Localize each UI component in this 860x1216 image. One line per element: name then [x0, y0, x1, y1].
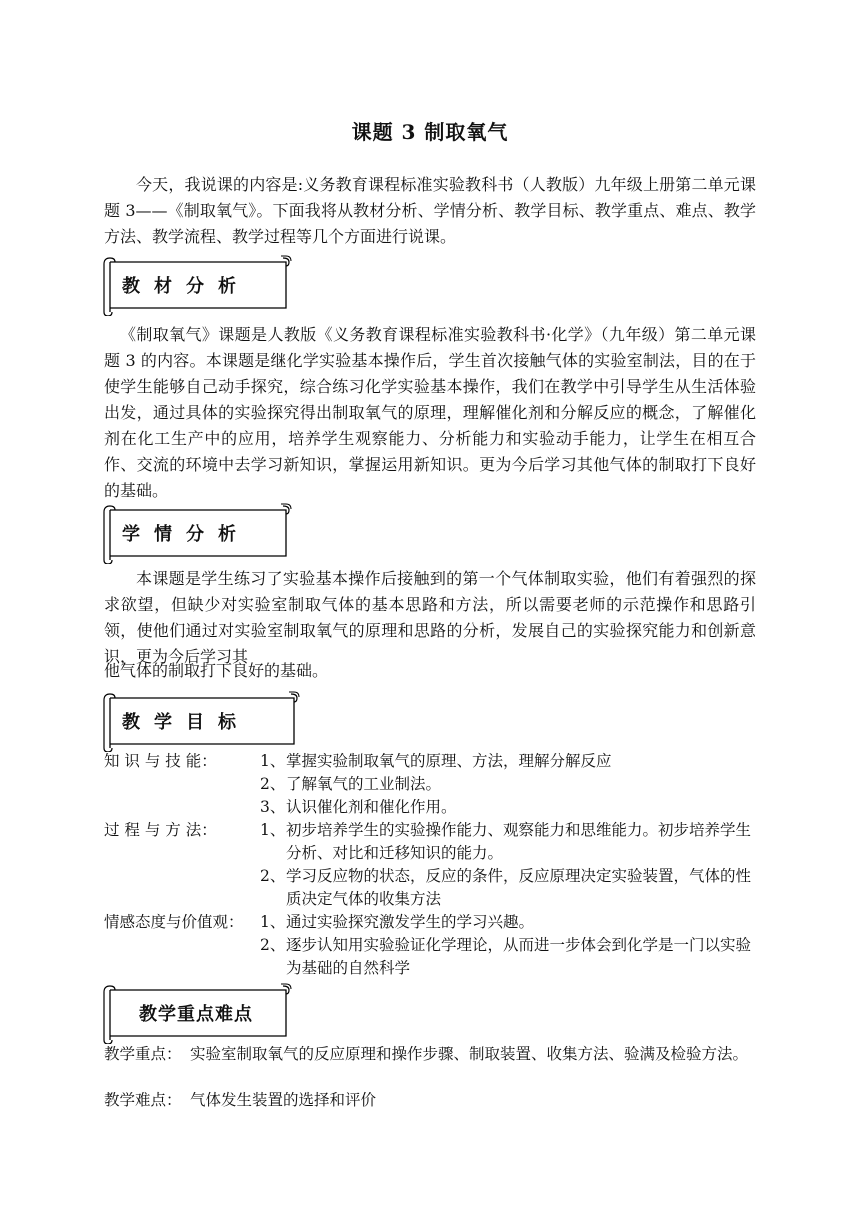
section-banner-goals	[100, 690, 300, 752]
page-title: 课题 3 制取氧气	[351, 120, 509, 144]
keypoint-head: 教学重点：	[104, 1045, 182, 1063]
goals-item-text: 掌握实验制取氧气的原理、方法，理解分解反应	[286, 752, 612, 770]
goals-group-head: 情感态度与价值观：	[104, 913, 244, 931]
goals-item-num: 1、	[260, 821, 286, 839]
goals-item-num: 1、	[260, 752, 286, 770]
goals-item-num: 2、	[260, 775, 286, 793]
goals-group-head: 过 程 与 方 法：	[104, 821, 217, 839]
goals-item-num: 1、	[260, 913, 286, 931]
goals-item-text: 通过实验探究激发学生的学习兴趣。	[286, 913, 535, 931]
goals-item-text: 认识催化剂和催化作用。	[286, 798, 457, 816]
goals-group-knowledge	[104, 750, 764, 819]
section-heading-textbook: 教材分析	[122, 276, 250, 297]
goals-item-text: 学习反应物的状态，反应的条件，反应原理决定实验装置，气体的性质决定气体的收集方法	[286, 867, 752, 908]
keypoint-text: 气体发生装置的选择和评价	[190, 1091, 377, 1109]
goals-group-process	[104, 819, 764, 911]
students-paragraph-tail: 他气体的制取打下良好的基础。	[104, 661, 329, 680]
section-heading-goals: 教学目标	[122, 712, 250, 733]
section-banner-keypoints	[100, 982, 292, 1044]
goals-item-num: 2、	[260, 867, 286, 885]
goals-item-text: 初步培养学生的实验操作能力、观察能力和思维能力。初步培养学生分析、对比和迁移知识的能力。	[286, 821, 752, 862]
textbook-paragraph: 《制取氧气》课题是人教版《义务教育课程标准实验教科书·化学》（九年级）第二单元课题 3 的内容。本课题是继化学实验基本操作后，学生首次接触气体的实验室制法，目的在于使学生能够自己动手探究，综合练习化学实验基本操作，我们在教学中引导学生从生活体验出发，通过具体的实验探究得出制取氧气的原理，理解催化剂和分解反应的概念，了解催化剂在化工生产中的应用，培养学生观察能力、分析能力和实验动手能力，让学生在相互合作、交流的环境中去学习新知识，掌握运用新知识。更为今后学习其他气体的制取打下良好的基础。	[104, 325, 756, 500]
keypoint-head: 教学难点：	[104, 1091, 182, 1109]
intro-paragraph: 今天，我说课的内容是:义务教育课程标准实验教科书（人教版）九年级上册第二单元课题 3——《制取氧气》。下面我将从教材分析、学情分析、教学目标、教学重点、难点、教学方法、教学流程、教学过程等几个方面进行说课。	[104, 175, 756, 246]
keypoint-text: 实验室制取氧气的反应原理和操作步骤、制取装置、收集方法、验满及检验方法。	[190, 1045, 749, 1063]
section-banner-textbook	[100, 254, 292, 316]
keypoint-row-focus	[104, 1043, 764, 1089]
goals-group-head: 知 识 与 技 能：	[104, 752, 217, 770]
section-banner-students	[100, 502, 292, 564]
goals-group-attitude	[104, 911, 764, 980]
section-heading-keypoints: 教学重点难点	[139, 1004, 253, 1025]
section-heading-students: 学情分析	[122, 524, 250, 545]
goals-item-num: 2、	[260, 936, 286, 954]
keypoint-row-difficulty	[104, 1089, 764, 1112]
goals-item-text: 逐步认知用实验验证化学理论，从而进一步体会到化学是一门以实验为基础的自然科学	[286, 936, 752, 977]
goals-item-text: 了解氧气的工业制法。	[286, 775, 442, 793]
goals-item-num: 3、	[260, 798, 286, 816]
students-paragraph: 本课题是学生练习了实验基本操作后接触到的第一个气体制取实验，他们有着强烈的探求欲望，但缺少对实验室制取气体的基本思路和方法，所以需要老师的示范操作和思路引领，使他们通过对实验室制取氧气的原理和思路的分析，发展自己的实验探究能力和创新意识，更为今后学习其	[104, 569, 756, 666]
